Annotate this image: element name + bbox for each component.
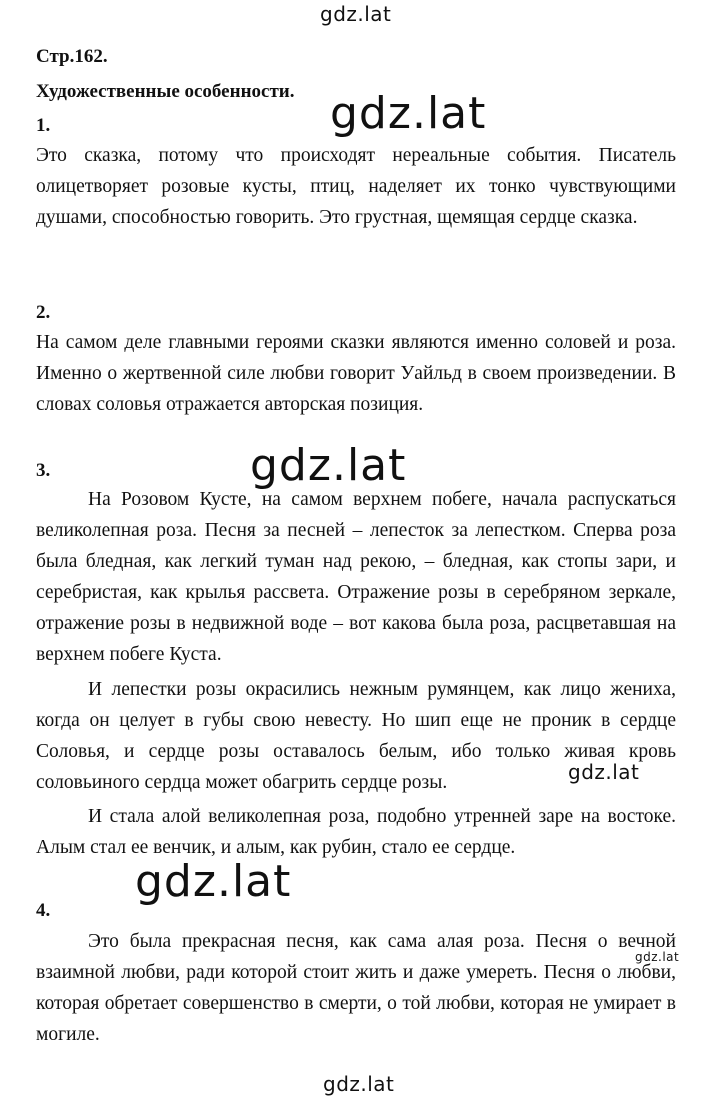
watermark-medium-1: gdz.lat — [568, 760, 640, 784]
watermark-large-3: gdz.lat — [135, 856, 292, 907]
watermark-bottom: gdz.lat — [323, 1072, 395, 1096]
watermark-top: gdz.lat — [320, 2, 392, 26]
answer-1-number: 1. — [36, 115, 51, 136]
answer-4-number: 4. — [36, 900, 51, 921]
watermark-small-1: gdz.lat — [635, 950, 680, 964]
answer-3-paragraph-3: И стала алой великолепная роза, подобно утренней заре на востоке. Алым стал ее венчик, и алым, как рубин, стало ее сердце. — [36, 806, 676, 858]
answer-4-text: Это была прекрасная песня, как сама алая роза. Песня о вечной взаимной любви, ради которой стоит жить и даже умереть. Песня о любви, которая обретает совершенство в смерти, о той любви, которая не умирает в могиле. — [36, 931, 676, 1045]
answer-2-number: 2. — [36, 302, 51, 323]
watermark-large-1: gdz.lat — [330, 88, 487, 139]
answer-3-number: 3. — [36, 460, 51, 481]
answer-2-text: На самом деле главными героями сказки являются именно соловей и роза. Именно о жертвенной силе любви говорит Уайльд в своем произведении. В словах соловья отражается авторская позиция. — [36, 332, 676, 415]
section-title: Художественные особенности. — [36, 81, 295, 102]
answer-3-paragraph-1: На Розовом Кусте, на самом верхнем побеге, начала распускаться великолепная роза. Песня за песней – лепесток за лепестком. Сперва роза была бледная, как легкий туман над рекою, – бледная, как стопы зари, и серебристая, как крылья рассвета. Отражение розы в серебряном зеркале, отражение розы в недвижной воде – вот какова была роза, расцветавшая на верхнем побеге Куста. — [36, 489, 676, 665]
answer-1-text: Это сказка, потому что происходят нереальные события. Писатель олицетворяет розовые кусты, птиц, наделяет их тонко чувствующими душами, способностью говорить. Это грустная, щемящая сердце сказка. — [36, 145, 676, 228]
page-label: Стр.162. — [36, 46, 108, 67]
watermark-large-2: gdz.lat — [250, 440, 407, 491]
answer-3-paragraph-2: И лепестки розы окрасились нежным румянцем, как лицо жениха, когда он целует в губы свою невесту. Но шип еще не проник в сердце Соловья, и сердце розы оставалось белым, ибо только живая кровь соловьиного сердца может обагрить сердце розы. — [36, 679, 676, 793]
